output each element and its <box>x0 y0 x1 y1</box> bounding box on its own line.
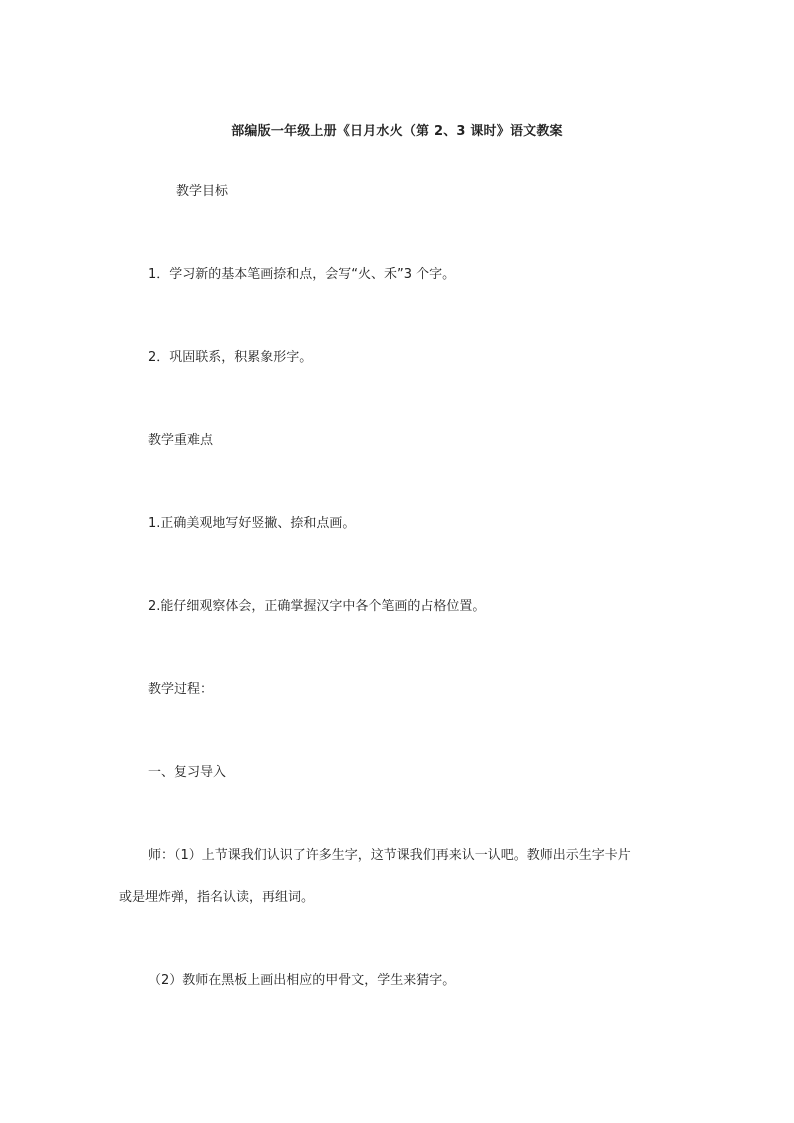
goal-item-2: 2．巩固联系，积累象形字。 <box>148 350 313 365</box>
heading-teaching-goals: 教学目标 <box>176 184 229 199</box>
difficulty-item-1: 1.正确美观地写好竖撇、捺和点画。 <box>148 516 356 531</box>
difficulty-item-2: 2.能仔细观察体会，正确掌握汉字中各个笔画的占格位置。 <box>148 599 486 614</box>
heading-teaching-process: 教学过程： <box>148 682 214 697</box>
goal-item-1: 1．学习新的基本笔画捺和点，会写“火、禾”3 个字。 <box>148 267 456 282</box>
teacher-step-1: 师：（1）上节课我们认识了许多生字，这节课我们再来认一认吧。教师出示生字卡片 <box>148 848 631 863</box>
teacher-step-2: （2）教师在黑板上画出相应的甲骨文，学生来猜字。 <box>148 973 456 988</box>
heading-key-difficulties: 教学重难点 <box>148 433 214 448</box>
teacher-step-1-continued: 或是埋炸弹，指名认读，再组词。 <box>119 890 315 905</box>
document-title: 部编版一年级上册《日月水火（第 2、3 课时》语文教案 <box>231 124 563 139</box>
section-review-intro: 一、复习导入 <box>148 765 227 780</box>
